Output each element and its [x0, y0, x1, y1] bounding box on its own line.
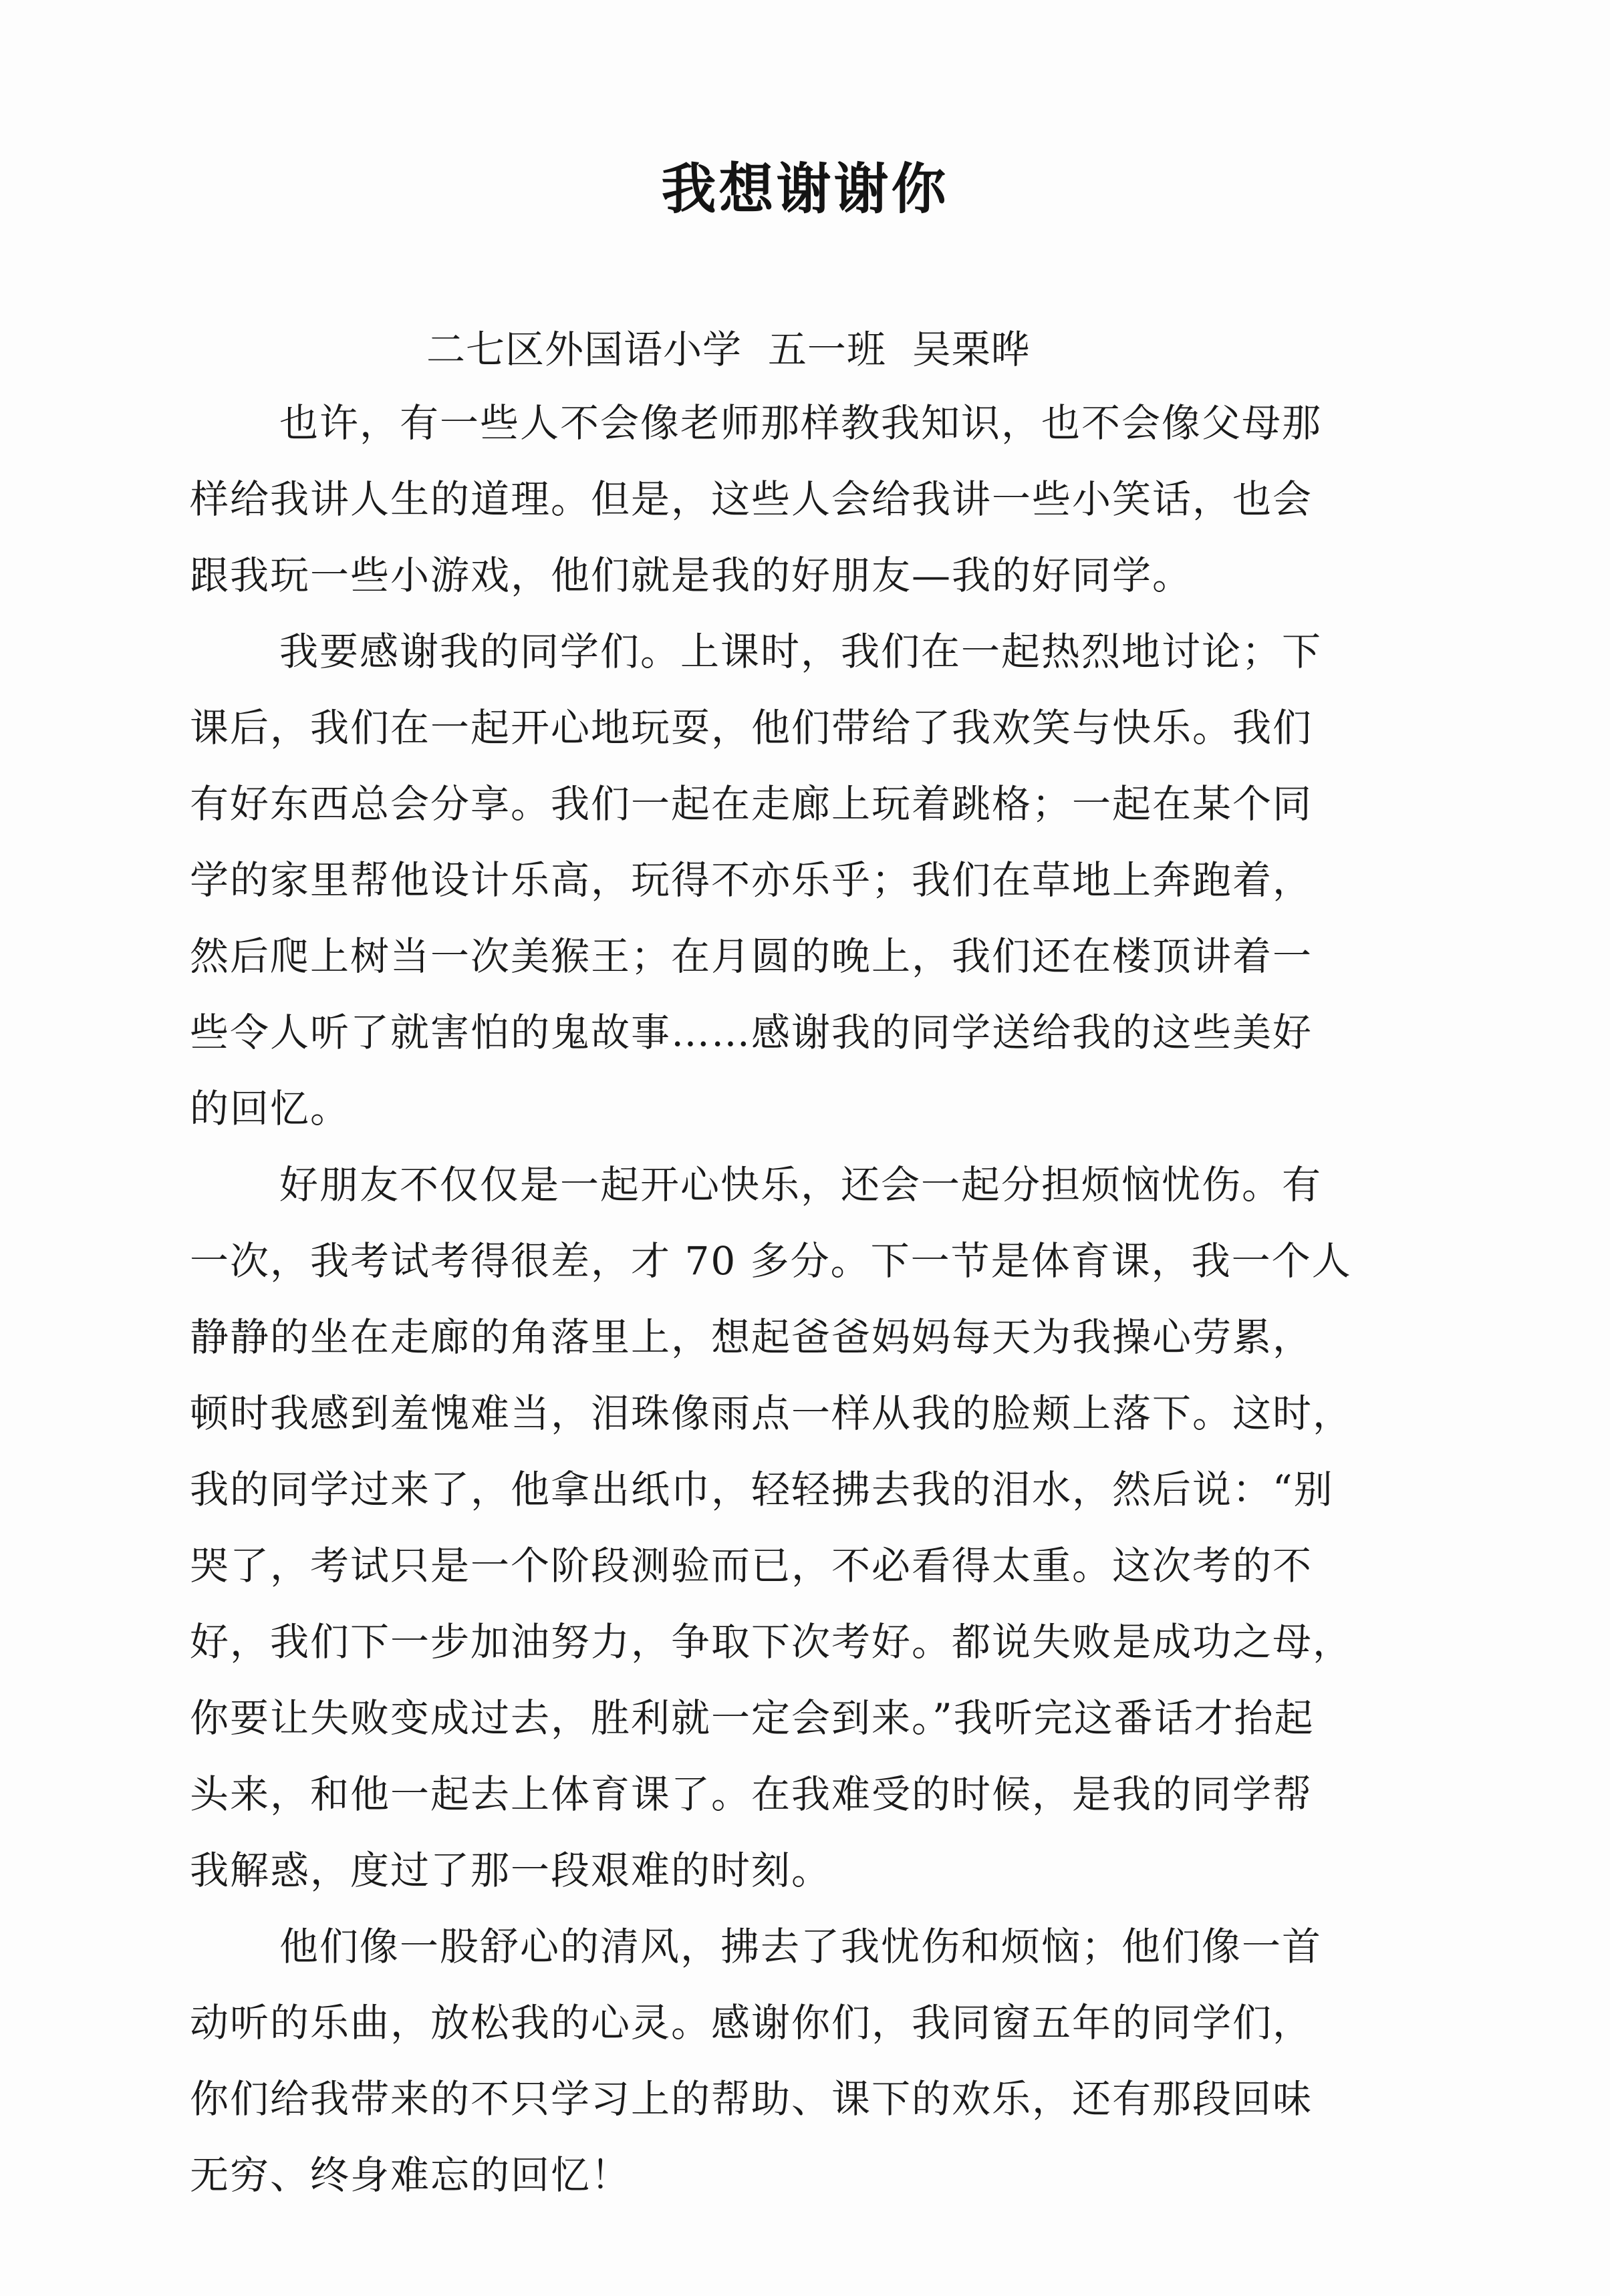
text-line: 我的同学过来了，他拿出纸巾，轻轻拂去我的泪水，然后说：“别	[190, 1467, 1334, 1512]
text-line: 你们给我带来的不只学习上的帮助、课下的欢乐，还有那段回味	[190, 2076, 1313, 2122]
text-line: 也许，有一些人不会像老师那样教我知识，也不会像父母那	[279, 400, 1323, 446]
text-line: 好朋友不仅仅是一起开心快乐，还会一起分担烦恼忧伤。有	[279, 1162, 1323, 1207]
text-line: 静静的坐在走廊的角落里上，想起爸爸妈妈每天为我操心劳累，	[190, 1314, 1313, 1360]
text-line: 他们像一股舒心的清风，拂去了我忧伤和烦恼；他们像一首	[279, 1924, 1323, 1969]
text-line: 你要让失败变成过去，胜利就一定会到来。”我听完这番话才抬起	[190, 1695, 1315, 1741]
text-line: 无穷、终身难忘的回忆！	[190, 2152, 632, 2198]
text-line: 些令人听了就害怕的鬼故事……感谢我的同学送给我的这些美好	[190, 1010, 1313, 1055]
text-line: 头来，和他一起去上体育课了。在我难受的时候，是我的同学帮	[190, 1771, 1313, 1817]
essay-title: 我想谢谢你	[661, 158, 949, 221]
text-line: 有好东西总会分享。我们一起在走廊上玩着跳格；一起在某个同	[190, 781, 1313, 827]
text-line: 然后爬上树当一次美猴王；在月圆的晚上，我们还在楼顶讲着一	[190, 934, 1313, 979]
text-line: 课后，我们在一起开心地玩耍，他们带给了我欢笑与快乐。我们	[190, 705, 1313, 750]
text-line: 我要感谢我的同学们。上课时，我们在一起热烈地讨论；下	[279, 629, 1323, 674]
text-line: 我解惑，度过了那一段艰难的时刻。	[190, 1848, 832, 1893]
text-line: 顿时我感到羞愧难当，泪珠像雨点一样从我的脸颊上落下。这时，	[190, 1391, 1353, 1436]
author-byline: 二七区外国语小学 五一班 吴栗晔	[426, 327, 1031, 372]
essay-body	[190, 385, 1353, 2213]
text-line: 哭了，考试只是一个阶段测验而已，不必看得太重。这次考的不	[190, 1543, 1313, 1588]
text-line: 动听的乐曲，放松我的心灵。感谢你们，我同窗五年的同学们，	[190, 2000, 1313, 2045]
text-line: 跟我玩一些小游戏，他们就是我的好朋友—我的好同学。	[190, 553, 1193, 598]
text-line: 学的家里帮他设计乐高，玩得不亦乐乎；我们在草地上奔跑着，	[190, 857, 1313, 903]
text-line: 的回忆。	[190, 1086, 351, 1131]
text-line: 好，我们下一步加油努力，争取下次考好。都说失败是成功之母，	[190, 1619, 1353, 1665]
text-line: 样给我讲人生的道理。但是，这些人会给我讲一些小笑话，也会	[190, 476, 1313, 522]
text-line: 一次，我考试考得很差，才 70 多分。下一节是体育课，我一个人	[190, 1238, 1352, 1284]
